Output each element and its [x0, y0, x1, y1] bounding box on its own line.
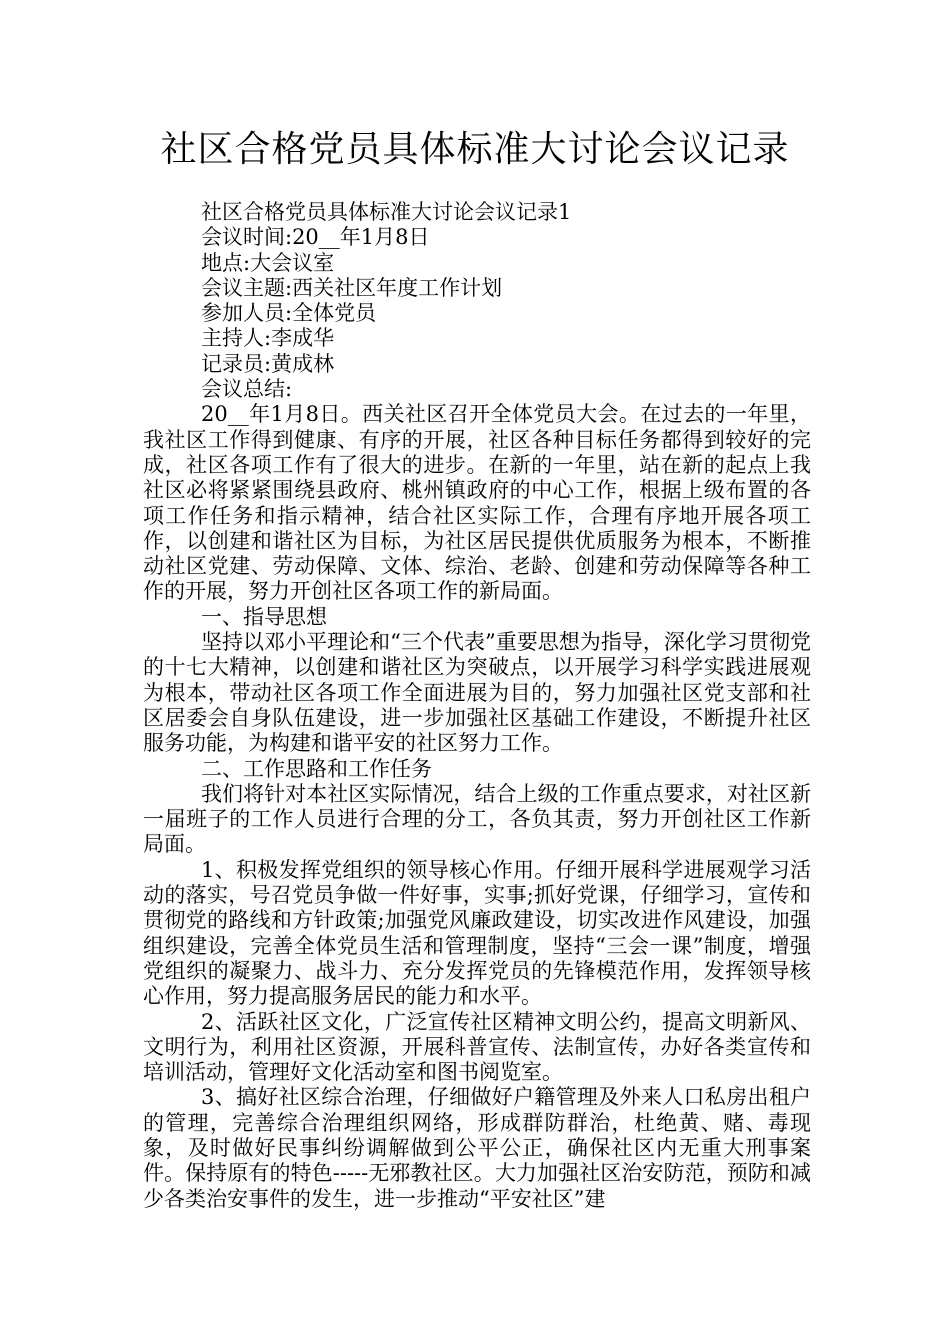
meeting-time: 会议时间:20__年1月8日	[201, 225, 430, 250]
meeting-recorder: 记录员:黄成林	[201, 351, 335, 376]
meeting-attendees: 参加人员:全体党员	[201, 301, 377, 326]
summary-paragraph: 20__年1月8日。西关社区召开全体党员大会。在过去的一年里，我社区工作得到健康、有序的开展，社区各种目标任务都得到较好的完成，社区各项工作有了很大的进步。在新的一年里，站在新的起点上我社区必将紧紧围绕县政府、桃州镇政府的中心工作，根据上级布置的各项工作任务和指示精神，结合社区实际工作，合理有序地开展各项工作，以创建和谐社区为目标，为社区居民提供优质服务为根本，不断推动社区党建、劳动保障、文体、综治、老龄、创建和劳动保障等各种工作的开展，努力开创社区各项工作的新局面。	[143, 402, 811, 604]
guiding-ideology-paragraph: 坚持以邓小平理论和“三个代表”重要思想为指导，深化学习贯彻党的十七大精神，以创建和谐社区为突破点，以开展学习科学实践进展观为根本，带动社区各项工作全面进展为目的，努力加强社区党支部和社区居委会自身队伍建设，进一步加强社区基础工作建设，不断提升社区服务功能，为构建和谐平安的社区努力工作。	[143, 630, 811, 756]
section-heading-work-plan: 二、工作思路和工作任务	[201, 756, 432, 781]
task-item-1: 1、积极发挥党组织的领导核心作用。仔细开展科学进展观学习活动的落实，号召党员争做一件好事，实事;抓好党课，仔细学习，宣传和贯彻党的路线和方针政策;加强党风廉政建设，切实改进作风建设，加强组织建设，完善全体党员生活和管理制度，坚持“三会一课”制度，增强党组织的凝聚力、战斗力、充分发挥党员的先锋模范作用，发挥领导核心作用，努力提高服务居民的能力和水平。	[143, 857, 811, 1009]
meeting-topic: 会议主题:西关社区年度工作计划	[201, 275, 503, 300]
meeting-record-heading: 社区合格党员具体标准大讨论会议记录1	[201, 200, 572, 224]
task-item-2: 2、活跃社区文化，广泛宣传社区精神文明公约，提高文明新风、文明行为，利用社区资源，开展科普宣传、法制宣传，办好各类宣传和培训活动，管理好文化活动室和图书阅览室。	[143, 1009, 811, 1085]
document-title: 社区合格党员具体标准大讨论会议记录	[160, 129, 790, 170]
meeting-host: 主持人:李成华	[201, 326, 335, 351]
task-item-3: 3、搞好社区综合治理，仔细做好户籍管理及外来人口私房出租户的管理，完善综合治理组织网络，形成群防群治，杜绝黄、赌、毒现象，及时做好民事纠纷调解做到公平公正，确保社区内无重大刑事案件。保持原有的特色-----无邪教社区。大力加强社区治安防范，预防和减少各类治安事件的发生，进一步推动“平安社区”建	[143, 1085, 811, 1211]
document-body	[143, 200, 811, 1212]
section-heading-guiding-ideology: 一、指导思想	[201, 604, 327, 629]
meeting-summary-label: 会议总结:	[201, 377, 293, 402]
meeting-location: 地点:大会议室	[201, 250, 335, 275]
work-plan-intro-paragraph: 我们将针对本社区实际情况，结合上级的工作重点要求，对社区新一届班子的工作人员进行合理的分工，各负其责，努力开创社区工作新局面。	[143, 781, 811, 857]
